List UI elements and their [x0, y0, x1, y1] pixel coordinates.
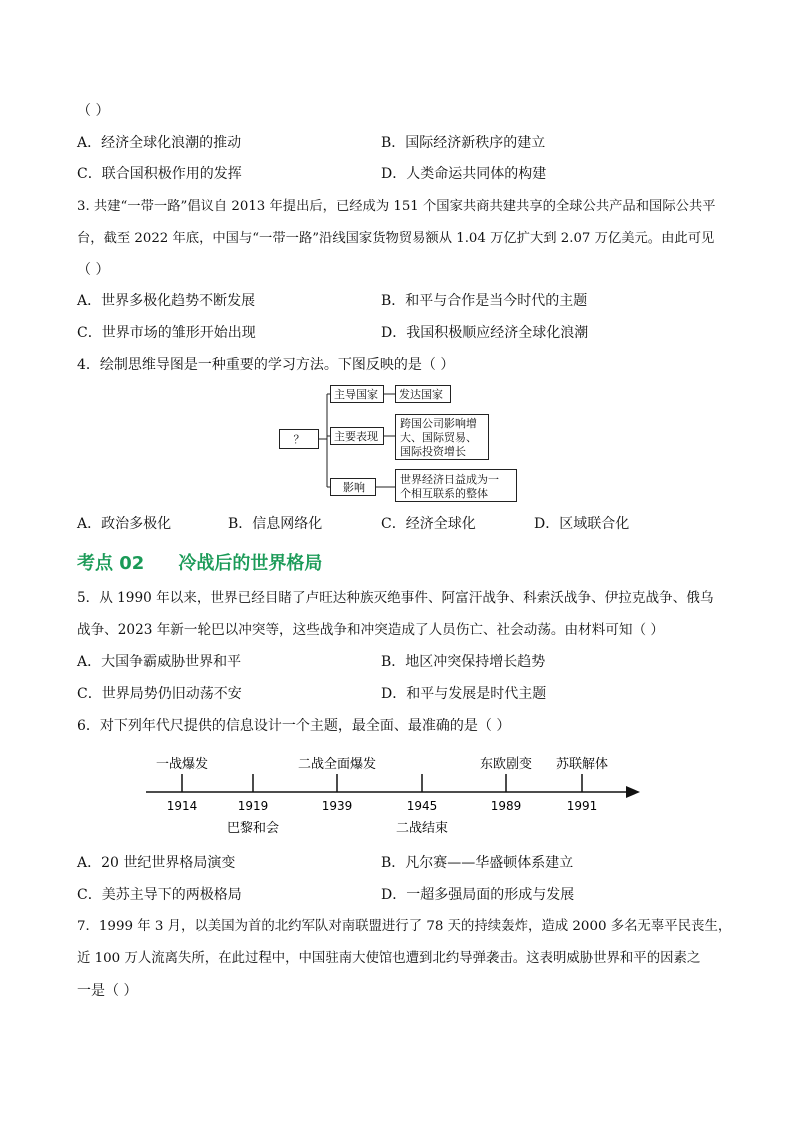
mind-map-root-label: ？: [293, 433, 305, 446]
q4-option-d: D．区域联合化: [534, 516, 630, 532]
q5-stem-line1: 5．从 1990 年以来，世界已经目睹了卢旺达种族灭绝事件、阿富汗战争、科索沃战争、伊拉克战争、俄乌: [77, 590, 714, 606]
q7-stem-line3: 一是（ ）: [77, 983, 138, 999]
leaf-label-3a: 世界经济日益成为一: [400, 473, 499, 486]
timeline-event-1919: 巴黎和会: [226, 821, 280, 836]
q5-stem-line2: 战争、2023 年新一轮巴以冲突等，这些战争和冲突造成了人员伤亡、社会动荡。由材料可知（ ）: [77, 622, 664, 638]
q2-option-d: D．人类命运共同体的构建: [381, 166, 547, 182]
q3-option-c: C．世界市场的雏形开始出现: [77, 325, 256, 341]
timeline-year-1919: 1919: [237, 799, 269, 813]
q5-option-b: B．地区冲突保持增长趋势: [381, 654, 546, 670]
q3-stem-line1: 3. 共建“一带一路”倡议自 2013 年提出后，已经成为 151 个国家共商共建共享的全球公共产品和国际公共平: [77, 199, 716, 214]
timeline-event-1991: 苏联解体: [555, 757, 609, 772]
q2-option-a: A．经济全球化浪潮的推动: [77, 135, 242, 151]
q3-option-d: D．我国积极顺应经济全球化浪潮: [381, 325, 589, 341]
leaf-label-2c: 国际投资增长: [400, 445, 466, 458]
q6-option-c: C．美苏主导下的两极格局: [77, 887, 242, 903]
q5-option-a: A．大国争霸威胁世界和平: [77, 654, 242, 670]
timeline-year-1939: 1939: [321, 799, 353, 813]
mind-map-leaf-features-detail: [395, 414, 489, 460]
q2-answer-paren: （ ）: [77, 103, 110, 119]
timeline-event-1914: 一战爆发: [155, 757, 209, 772]
timeline-event-1939: 二战全面爆发: [297, 757, 377, 772]
q6-option-b: B．凡尔赛——华盛顿体系建立: [381, 855, 574, 871]
q2-option-c: C．联合国积极作用的发挥: [77, 166, 242, 182]
timeline-event-1945: 二战结束: [395, 821, 449, 836]
q5-option-c: C．世界局势仍旧动荡不安: [77, 686, 242, 702]
q4-stem: 4．绘制思维导图是一种重要的学习方法。下图反映的是（ ）: [77, 357, 455, 373]
q7-stem-line2: 近 100 万人流离失所，在此过程中，中国驻南大使馆也遭到北约导弹袭击。这表明威胁世界和平的因素之: [77, 951, 701, 966]
q3-answer-paren: （ ）: [77, 262, 110, 278]
branch-label-1: 主导国家: [334, 388, 378, 401]
mind-map-branch-leading-countries: [330, 385, 384, 403]
section-heading: [77, 549, 322, 575]
mind-map-leaf-impact-detail: [395, 469, 517, 502]
q6-option-d: D．一超多强局面的形成与发展: [381, 887, 575, 903]
timeline-event-1989: 东欧剧变: [479, 757, 533, 772]
branch-label-3: 影响: [343, 481, 365, 494]
q4-option-a: A．政治多极化: [77, 516, 172, 532]
q6-option-a: A．20 世纪世界格局演变: [77, 855, 236, 871]
q5-option-d: D．和平与发展是时代主题: [381, 686, 547, 702]
q7-stem-line1: 7．1999 年 3 月，以美国为首的北约军队对南联盟进行了 78 天的持续轰炸，造成 2000 多名无辜平民丧生，: [77, 919, 732, 934]
q3-option-b: B．和平与合作是当今时代的主题: [381, 293, 588, 309]
mind-map-branch-impact: [330, 478, 376, 496]
leaf-label-2b: 大、国际贸易、: [400, 431, 477, 444]
timeline-year-1991: 1991: [566, 799, 598, 813]
timeline-arrow-icon: [626, 786, 640, 798]
timeline-year-1945: 1945: [406, 799, 438, 813]
leaf-label-1: 发达国家: [399, 388, 443, 401]
timeline-graphic: [140, 748, 650, 840]
leaf-label-2a: 跨国公司影响增: [400, 417, 477, 430]
q4-option-c: C．经济全球化: [381, 516, 476, 532]
q4-option-b: B．信息网络化: [228, 516, 323, 532]
timeline-year-1914: 1914: [166, 799, 198, 813]
leaf-label-3b: 个相互联系的整体: [400, 487, 488, 500]
q2-option-b: B．国际经济新秩序的建立: [381, 135, 546, 151]
branch-label-2: 主要表现: [334, 430, 378, 443]
section-title: 冷战后的世界格局: [178, 553, 323, 574]
mind-map-leaf-developed-countries: [395, 385, 451, 403]
q6-stem: 6．对下列年代尺提供的信息设计一个主题，最全面、最准确的是（ ）: [77, 718, 511, 734]
q6-timeline: [140, 748, 650, 840]
mind-map-root-box: [279, 429, 319, 449]
q3-stem-line2: 台，截至 2022 年底，中国与“一带一路”沿线国家货物贸易额从 1.04 万亿扩大到 2.07 万亿美元。由此可见: [77, 231, 715, 246]
timeline-year-1989: 1989: [490, 799, 522, 813]
mind-map-branch-main-features: [330, 427, 384, 445]
section-code: 考点 02: [77, 553, 145, 574]
q3-option-a: A．世界多极化趋势不断发展: [77, 293, 256, 309]
q4-mind-map: [270, 380, 530, 510]
